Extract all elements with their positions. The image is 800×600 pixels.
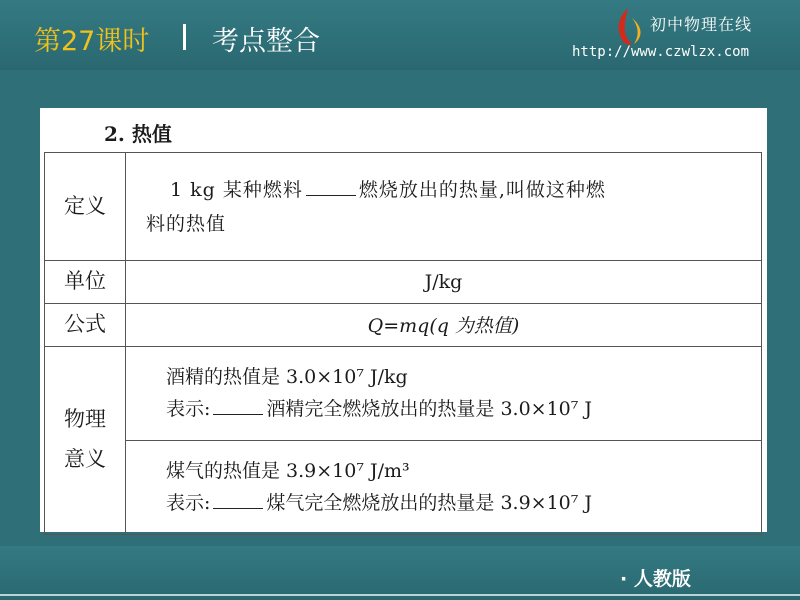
header-divider (183, 24, 186, 50)
header-bar (0, 0, 800, 70)
table-row-unit (45, 261, 762, 304)
definition-text-before: 1 kg 某种燃料 (170, 179, 303, 202)
formula-value: Q=mq(q 为热值) (126, 303, 762, 346)
definition-label: 定义 (45, 153, 126, 261)
meaning-label: 物理 意义 (45, 346, 126, 534)
edition-label: · 人教版 (620, 568, 691, 590)
table-row-meaning-gas (45, 440, 762, 534)
gas-meaning (126, 440, 762, 534)
unit-value: J/kg (126, 261, 762, 304)
gas-line2-prefix: 表示: (166, 492, 211, 515)
fill-blank (213, 494, 263, 509)
section-title: 2. 热值 (104, 122, 172, 146)
alcohol-line2-suffix: 酒精完全燃烧放出的热量是 3.0×10⁷ J (266, 398, 593, 421)
alcohol-meaning (126, 346, 762, 440)
site-name: 初中物理在线 (650, 15, 753, 34)
definition-text-line2: 料的热值 (146, 212, 227, 235)
content-panel (40, 108, 767, 532)
alcohol-line2-prefix: 表示: (166, 398, 211, 421)
table-row-formula (45, 303, 762, 346)
gas-line1: 煤气的热值是 3.9×10⁷ J/m³ (166, 459, 410, 482)
table-row-meaning-alcohol (45, 346, 762, 440)
fill-blank (306, 181, 356, 196)
gas-line2-suffix: 煤气完全燃烧放出的热量是 3.9×10⁷ J (266, 492, 593, 515)
formula-label: 公式 (45, 303, 126, 346)
definition-text (126, 153, 762, 261)
footer-divider (0, 594, 800, 596)
lesson-label: 第27课时 (34, 26, 150, 57)
unit-label: 单位 (45, 261, 126, 304)
alcohol-line1: 酒精的热值是 3.0×10⁷ J/kg (166, 365, 408, 388)
flame-logo-icon (608, 6, 648, 48)
topic-title: 考点整合 (212, 26, 320, 57)
fill-blank (213, 400, 263, 415)
heat-value-table (44, 152, 762, 535)
definition-text-after: 燃烧放出的热量,叫做这种燃 (358, 179, 606, 202)
site-url: http://www.czwlzx.com (572, 44, 750, 60)
table-row-definition (45, 153, 762, 261)
